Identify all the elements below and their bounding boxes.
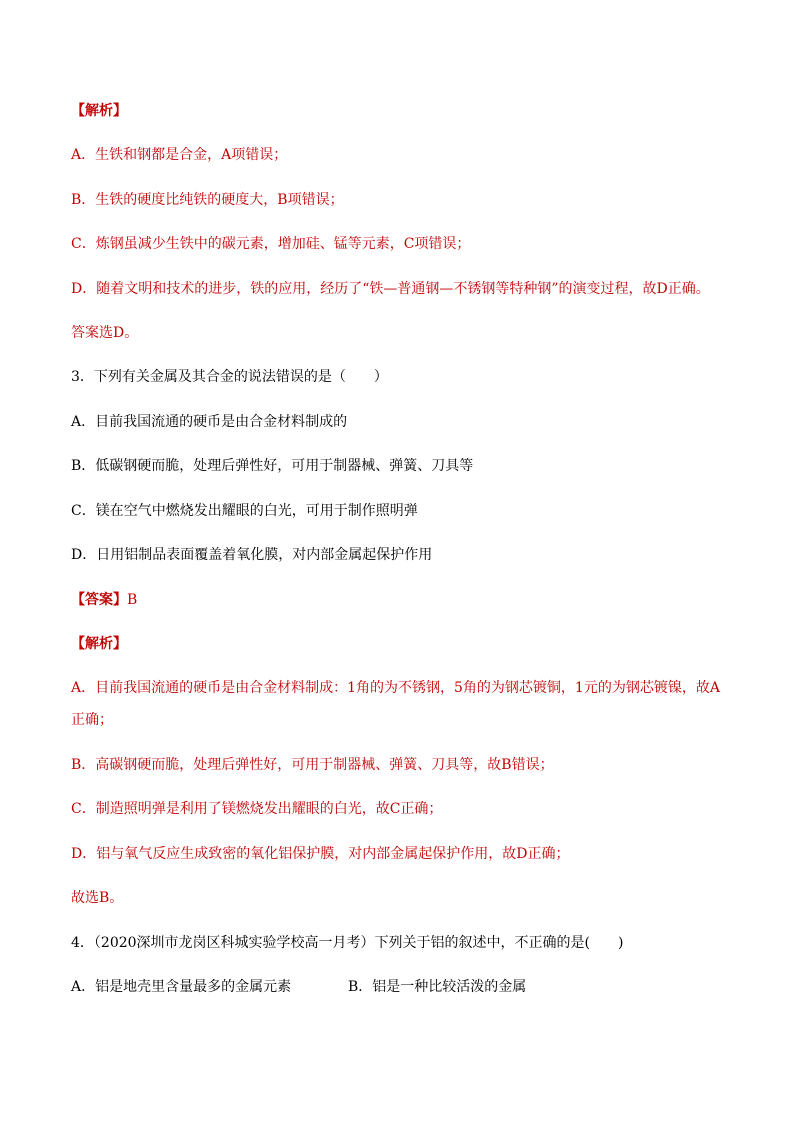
question-3-option-a: A．目前我国流通的硬币是由合金材料制成的 [71, 414, 348, 430]
analysis-heading: 【解析】 [71, 103, 127, 119]
analysis-line-a: A．生铁和钢都是合金，A项错误； [71, 147, 288, 163]
question-4-option-a: A．铝是地壳里含量最多的金属元素 [71, 979, 292, 995]
analysis-2-line-a-cont: 正确； [71, 712, 113, 728]
answer-block [71, 590, 137, 610]
analysis-line-d: D．随着文明和技术的进步，铁的应用，经历了“铁—普通钢—不锈钢等特种钢”的演变过程，故D正确。 [71, 281, 710, 297]
answer-label: 【答案】 [71, 592, 127, 608]
analysis-2-line-b: B．高碳钢硬而脆，处理后弹性好，可用于制器械、弹簧、刀具等，故B错误； [71, 757, 554, 773]
question-3-option-c: C．镁在空气中燃烧发出耀眼的白光，可用于制作照明弹 [71, 503, 418, 519]
analysis-2-line-d: D．铝与氧气反应生成致密的氧化铝保护膜，对内部金属起保护作用，故D正确； [71, 846, 570, 862]
conclusion-line: 故选B。 [71, 890, 124, 906]
analysis-line-b: B．生铁的硬度比纯铁的硬度大，B项错误； [71, 192, 344, 208]
question-4-option-b: B．铝是一种比较活泼的金属 [348, 979, 527, 995]
analysis-2-line-a: A．目前我国流通的硬币是由合金材料制成：1角的为不锈钢，5角的为钢芯镀铜，1元的为钢芯镀镍，故A [71, 680, 720, 696]
question-4-stem: 4．（2020深圳市龙岗区科城实验学校高一月考）下列关于铝的叙述中，不正确的是( ) [71, 935, 624, 951]
answer-value: B [127, 592, 138, 608]
question-3-stem: 3．下列有关金属及其合金的说法错误的是（ ） [71, 369, 388, 385]
analysis-heading-2: 【解析】 [71, 636, 127, 652]
analysis-line-c: C．炼钢虽减少生铁中的碳元素，增加硅、锰等元素，C项错误； [71, 236, 471, 252]
question-3-option-d: D．日用铝制品表面覆盖着氧化膜，对内部金属起保护作用 [71, 547, 433, 563]
question-4-options-row [71, 977, 721, 997]
question-3-option-b: B．低碳钢硬而脆，处理后弹性好，可用于制器械、弹簧、刀具等 [71, 458, 474, 474]
answer-line: 答案选D。 [71, 325, 139, 341]
analysis-2-line-c: C．制造照明弹是利用了镁燃烧发出耀眼的白光，故C正确； [71, 801, 443, 817]
